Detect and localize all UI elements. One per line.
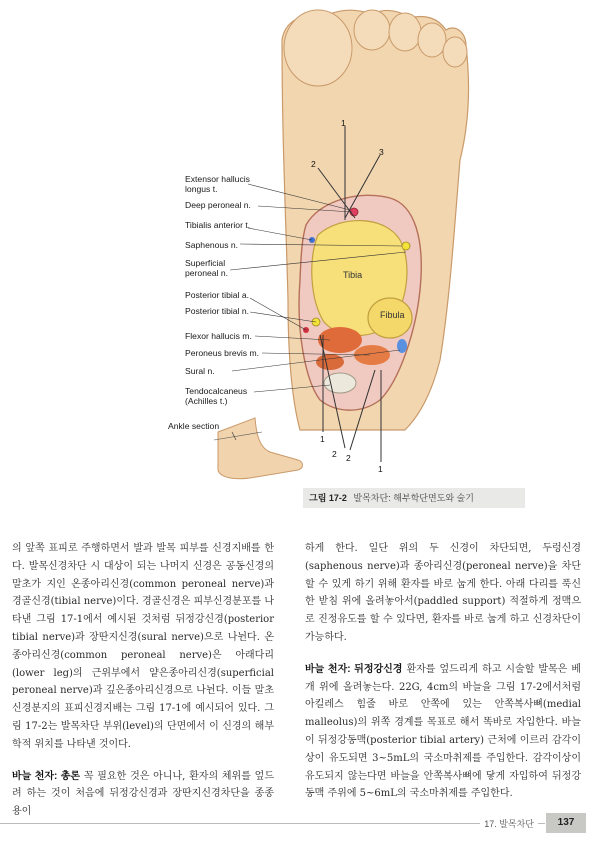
needle-number: 2	[332, 449, 337, 459]
paragraph: 의 앞쪽 표피로 주행하면서 발과 발목 피부를 신경지배를 한다. 발목신경차단 시 대상이 되는 나머지 신경은 공동신경의 말초가 지인 온종아리신경(common peroneal nerve)과 경골신경(tibial nerve)이다. 경골신경은 피부신경분포를 나타낸 그림 17-1에서 예시된 것처럼 뒤정강신경(posterior tibial nerve)과 장딴지신경(sural nerve)으로 나뉜다. 온종아리신경(common peroneal nerve)은 아래다리(lower leg)의 근위부에서 얕은종아리신경(superficial peroneal nerve)과 깊은종아리신경으로 나뉜다. 이들 말초신경분지의 표피신경지배는 그림 17-1에 예시되어 있다. 그림 17-2는 발목차단 부위(level)의 단면에서 이 신경의 해부학적 위치를 나타낸 것이다.	[12, 543, 274, 750]
label-tibialis-anterior: Tibialis anterior t.	[185, 220, 251, 230]
section-heading: 바늘 천자: 총론	[12, 770, 81, 782]
needle-number: 1	[341, 118, 346, 128]
label-deep-peroneal: Deep peroneal n.	[185, 200, 251, 210]
label-peroneus-brevis: Peroneus brevis m.	[185, 348, 260, 358]
label-sural: Sural n.	[185, 366, 215, 376]
label-extensor-hallucis: Extensor hallucis longus t.	[185, 174, 250, 194]
page-footer	[0, 813, 600, 837]
paragraph-text: 환자를 엎드리게 하고 시술할 발목은 베개 위에 올려놓는다. 22G, 4cm의 바늘을 그림 17-2에서처럼 아킬레스 힘줄 바로 안쪽에 있는 안쪽복사뼈(medial malleolus)의 위쪽 경계를 목표로 해서 똑바로 자입한다. 바늘이 뒤정강동맥(posterior tibial artery) 근처에 이르러 감각이상이 유도되면 3~5mL의 국소마취제를 주입한다. 감각이상이 유도되지 않는다면 바늘을 안쪽복사뼈에 닿게 자입하여 뒤정강동맥 주위에 5~6mL의 국소마취제를 주입한다.	[305, 663, 581, 800]
footer-chapter: 17. 발목차단	[480, 817, 538, 830]
page-number: 137	[546, 813, 586, 833]
label-posterior-tibial-n: Posterior tibial n.	[185, 306, 250, 316]
label-superficial-peroneal: Superficial peroneal n.	[185, 258, 229, 278]
paragraph-text: 꼭 필요한 것은 아니나, 환자의 체위를 엎드려 하는 것이 처음에 뒤정강신경과 장딴지신경차단을 종종 용이	[12, 770, 274, 818]
needle-number: 2	[346, 453, 351, 463]
caption-number: 그림 17-2	[309, 493, 347, 503]
ankle-small-drawing	[218, 418, 303, 479]
text-column-left	[12, 540, 274, 821]
paragraph	[305, 661, 581, 803]
figure-caption	[303, 488, 525, 508]
needle-number: 1	[378, 464, 383, 474]
text-column-right	[305, 540, 581, 803]
label-fibula: Fibula	[380, 310, 405, 320]
needle-number: 1	[320, 434, 325, 444]
label-tibia: Tibia	[343, 270, 363, 280]
label-saphenous: Saphenous n.	[185, 240, 239, 250]
section-heading: 바늘 천자: 뒤정강신경	[305, 663, 403, 675]
needle-number: 2	[311, 159, 316, 169]
footer-rule	[0, 823, 545, 824]
caption-text: 발목차단: 해부학단면도와 술기	[353, 493, 474, 503]
label-ankle-section: Ankle section	[168, 421, 220, 431]
needle-number: 3	[379, 147, 384, 157]
paragraph: 하게 한다. 일단 위의 두 신경이 차단되면, 두렁신경(saphenous nerve)과 종아리신경(peroneal nerve)을 차단할 수 있게 하기 위해 환자를 바로 눕게 한다. 아래 다리를 푹신한 받침 위에 올려놓아서(paddled support) 적절하게 정맥으로 진정유도를 할 수 있다면, 환자를 바로 눕게 하고 신경차단이 가능하다.	[305, 543, 581, 643]
label-tendocalcaneus: Tendocalcaneus (Achilles t.)	[185, 386, 248, 406]
label-posterior-tibial-a: Posterior tibial a.	[185, 290, 250, 300]
label-flexor-hallucis: Flexor hallucis m.	[185, 331, 252, 341]
